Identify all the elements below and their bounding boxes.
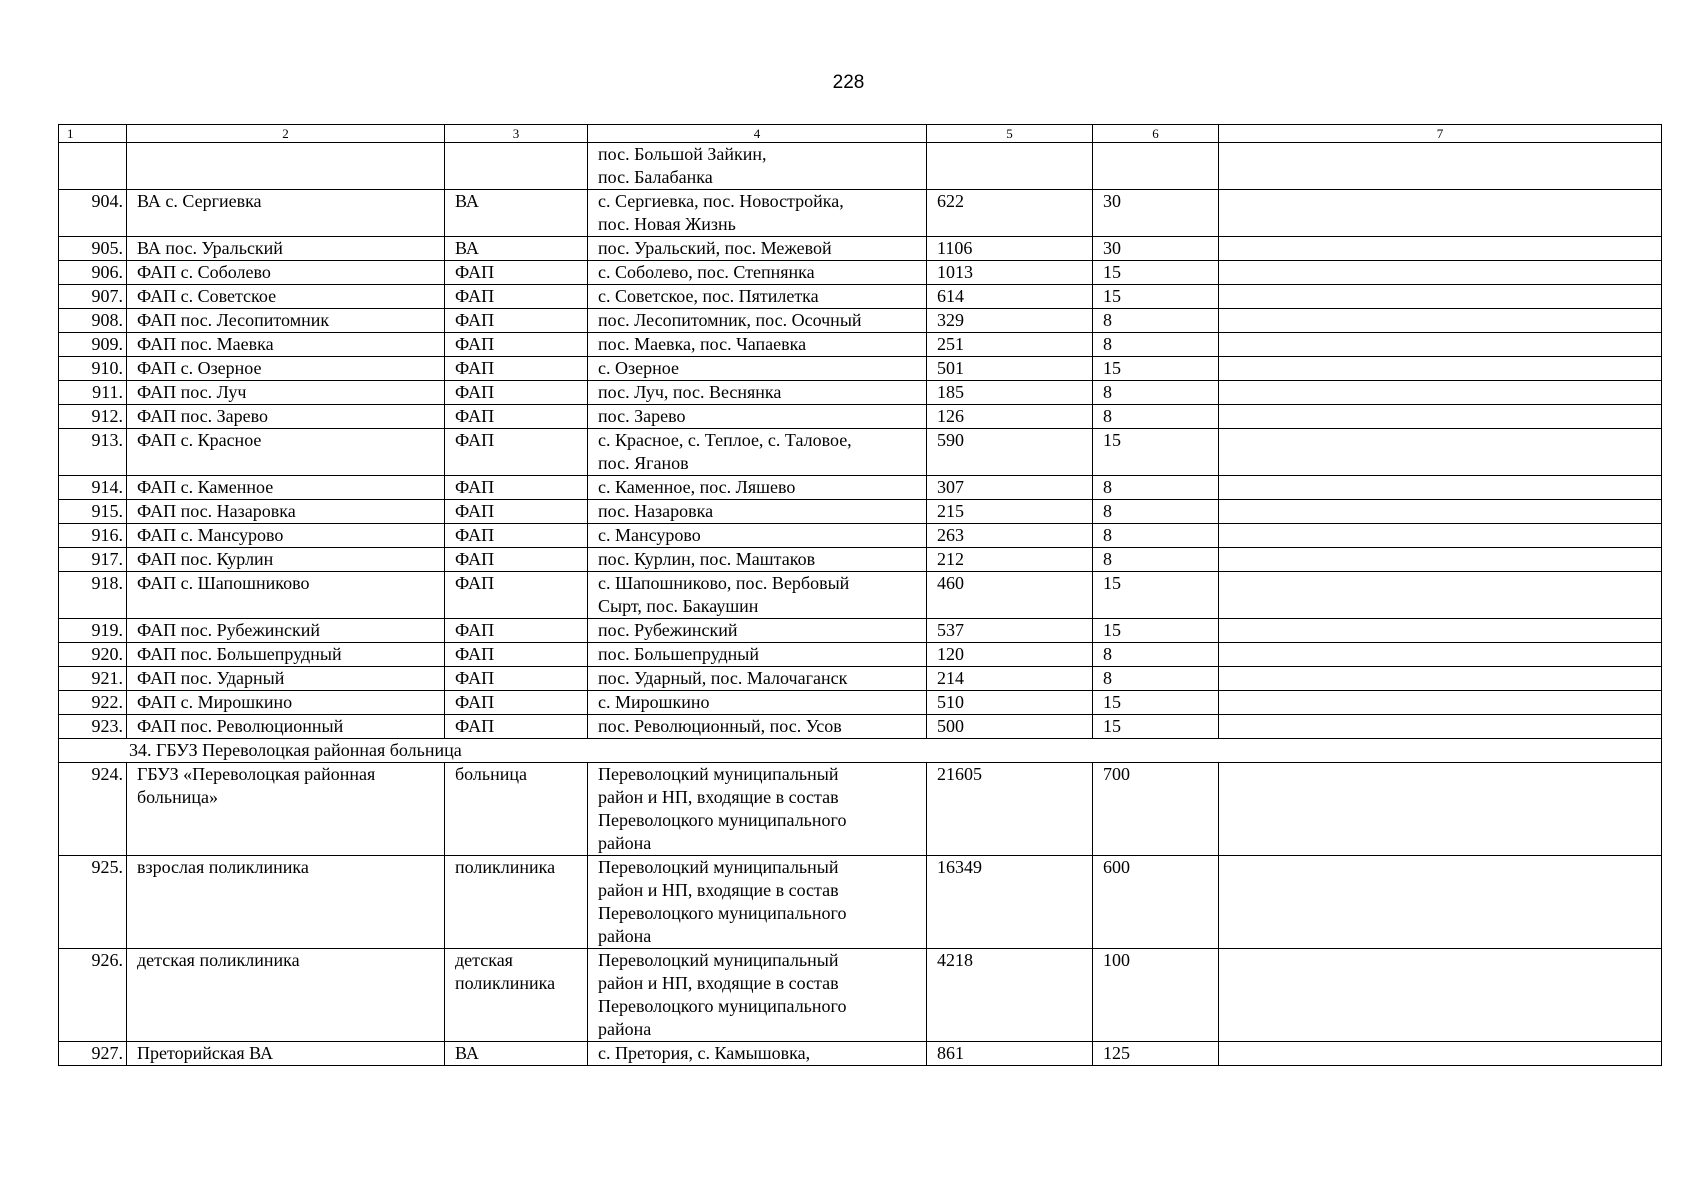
population-cell: 185	[927, 381, 1093, 405]
population-cell: 329	[927, 309, 1093, 333]
served-settlements-cell: с. Озерное	[588, 357, 927, 381]
facility-type-cell: ФАП	[445, 691, 588, 715]
facility-name-cell: ФАП пос. Луч	[127, 381, 445, 405]
facility-type-cell: ФАП	[445, 500, 588, 524]
column-index: 6	[1093, 125, 1219, 143]
population-cell: 537	[927, 619, 1093, 643]
table-row	[59, 405, 1662, 429]
notes-cell	[1219, 691, 1662, 715]
facility-type-cell	[445, 143, 588, 190]
capacity-cell: 8	[1093, 524, 1219, 548]
served-settlements-cell: с. Каменное, пос. Ляшево	[588, 476, 927, 500]
row-number-cell: 912.	[59, 405, 127, 429]
notes-cell	[1219, 619, 1662, 643]
facility-name-cell: ФАП пос. Курлин	[127, 548, 445, 572]
population-cell: 460	[927, 572, 1093, 619]
row-number-cell: 924.	[59, 763, 127, 856]
facility-name-cell: ФАП с. Соболево	[127, 261, 445, 285]
facility-type-cell: ВА	[445, 1042, 588, 1066]
facility-name-cell: детская поликлиника	[127, 949, 445, 1042]
column-index: 1	[59, 125, 127, 143]
table-row	[59, 548, 1662, 572]
facility-type-cell: ФАП	[445, 524, 588, 548]
row-number-cell: 921.	[59, 667, 127, 691]
served-settlements-cell: пос. Лесопитомник, пос. Осочный	[588, 309, 927, 333]
table-row	[59, 949, 1662, 1042]
column-index: 4	[588, 125, 927, 143]
column-index: 2	[127, 125, 445, 143]
served-settlements-cell: пос. Зарево	[588, 405, 927, 429]
population-cell: 4218	[927, 949, 1093, 1042]
row-number-cell: 922.	[59, 691, 127, 715]
facility-type-cell: ФАП	[445, 619, 588, 643]
served-settlements-cell: с. Советское, пос. Пятилетка	[588, 285, 927, 309]
capacity-cell: 8	[1093, 381, 1219, 405]
notes-cell	[1219, 1042, 1662, 1066]
facility-name-cell: ФАП с. Советское	[127, 285, 445, 309]
facility-name-cell: ФАП с. Шапошниково	[127, 572, 445, 619]
facility-name-cell: ВА с. Сергиевка	[127, 190, 445, 237]
facility-type-cell: ФАП	[445, 381, 588, 405]
population-cell: 500	[927, 715, 1093, 739]
population-cell	[927, 143, 1093, 190]
section-header-row	[59, 739, 1662, 763]
row-number-cell: 911.	[59, 381, 127, 405]
served-settlements-cell: Переволоцкий муниципальный район и НП, входящие в состав Переволоцкого муниципального района	[588, 949, 927, 1042]
table-row	[59, 333, 1662, 357]
facility-name-cell: ФАП с. Красное	[127, 429, 445, 476]
capacity-cell: 15	[1093, 357, 1219, 381]
population-cell: 215	[927, 500, 1093, 524]
served-settlements-cell: Переволоцкий муниципальный район и НП, входящие в состав Переволоцкого муниципального района	[588, 856, 927, 949]
population-cell: 120	[927, 643, 1093, 667]
capacity-cell: 15	[1093, 691, 1219, 715]
notes-cell	[1219, 381, 1662, 405]
facility-type-cell: ФАП	[445, 261, 588, 285]
facility-name-cell: ФАП с. Мансурово	[127, 524, 445, 548]
notes-cell	[1219, 949, 1662, 1042]
capacity-cell: 125	[1093, 1042, 1219, 1066]
row-number-cell: 905.	[59, 237, 127, 261]
notes-cell	[1219, 572, 1662, 619]
notes-cell	[1219, 429, 1662, 476]
notes-cell	[1219, 405, 1662, 429]
population-cell: 501	[927, 357, 1093, 381]
facility-type-cell: ФАП	[445, 548, 588, 572]
notes-cell	[1219, 190, 1662, 237]
capacity-cell: 8	[1093, 500, 1219, 524]
facility-name-cell: ФАП с. Мирошкино	[127, 691, 445, 715]
population-cell: 1106	[927, 237, 1093, 261]
facility-type-cell: ВА	[445, 237, 588, 261]
row-number-cell: 914.	[59, 476, 127, 500]
table-row	[59, 309, 1662, 333]
population-cell: 21605	[927, 763, 1093, 856]
capacity-cell: 30	[1093, 190, 1219, 237]
column-index: 7	[1219, 125, 1662, 143]
population-cell: 212	[927, 548, 1093, 572]
facility-name-cell: ФАП пос. Революционный	[127, 715, 445, 739]
capacity-cell: 600	[1093, 856, 1219, 949]
table-row	[59, 691, 1662, 715]
notes-cell	[1219, 309, 1662, 333]
facility-name-cell: ФАП пос. Маевка	[127, 333, 445, 357]
served-settlements-cell: с. Сергиевка, пос. Новостройка, пос. Новая Жизнь	[588, 190, 927, 237]
column-index-row	[59, 125, 1662, 143]
population-cell: 622	[927, 190, 1093, 237]
capacity-cell: 8	[1093, 476, 1219, 500]
served-settlements-cell: пос. Маевка, пос. Чапаевка	[588, 333, 927, 357]
table-row	[59, 619, 1662, 643]
population-cell: 251	[927, 333, 1093, 357]
facility-type-cell: ФАП	[445, 285, 588, 309]
table-row	[59, 190, 1662, 237]
facility-name-cell: ФАП пос. Ударный	[127, 667, 445, 691]
served-settlements-cell: пос. Курлин, пос. Маштаков	[588, 548, 927, 572]
row-number-cell: 927.	[59, 1042, 127, 1066]
facility-type-cell: ФАП	[445, 405, 588, 429]
facility-type-cell: ФАП	[445, 429, 588, 476]
facility-type-cell: детская поликлиника	[445, 949, 588, 1042]
facility-name-cell: ФАП пос. Рубежинский	[127, 619, 445, 643]
facility-name-cell: ФАП с. Каменное	[127, 476, 445, 500]
row-number-cell: 907.	[59, 285, 127, 309]
capacity-cell: 8	[1093, 548, 1219, 572]
notes-cell	[1219, 333, 1662, 357]
capacity-cell: 8	[1093, 667, 1219, 691]
facility-name-cell: ФАП пос. Назаровка	[127, 500, 445, 524]
served-settlements-cell: пос. Рубежинский	[588, 619, 927, 643]
capacity-cell: 30	[1093, 237, 1219, 261]
served-settlements-cell: пос. Назаровка	[588, 500, 927, 524]
served-settlements-cell: пос. Большой Зайкин, пос. Балабанка	[588, 143, 927, 190]
capacity-cell: 15	[1093, 429, 1219, 476]
population-cell: 590	[927, 429, 1093, 476]
table-row	[59, 715, 1662, 739]
facility-name-cell: ФАП пос. Большепрудный	[127, 643, 445, 667]
row-number-cell: 916.	[59, 524, 127, 548]
table-row	[59, 500, 1662, 524]
served-settlements-cell: с. Мирошкино	[588, 691, 927, 715]
facility-type-cell: ФАП	[445, 572, 588, 619]
facility-name-cell: взрослая поликлиника	[127, 856, 445, 949]
facility-type-cell: ФАП	[445, 667, 588, 691]
table-row	[59, 524, 1662, 548]
table-row	[59, 261, 1662, 285]
capacity-cell: 15	[1093, 572, 1219, 619]
table-body	[59, 125, 1662, 1066]
row-number-cell	[59, 143, 127, 190]
row-number-cell: 923.	[59, 715, 127, 739]
notes-cell	[1219, 285, 1662, 309]
served-settlements-cell: пос. Уральский, пос. Межевой	[588, 237, 927, 261]
notes-cell	[1219, 856, 1662, 949]
facility-name-cell: Преторийская ВА	[127, 1042, 445, 1066]
notes-cell	[1219, 237, 1662, 261]
row-number-cell: 918.	[59, 572, 127, 619]
capacity-cell: 700	[1093, 763, 1219, 856]
served-settlements-cell: пос. Большепрудный	[588, 643, 927, 667]
capacity-cell: 100	[1093, 949, 1219, 1042]
table-row	[59, 357, 1662, 381]
row-number-cell: 913.	[59, 429, 127, 476]
served-settlements-cell: с. Претория, с. Камышовка,	[588, 1042, 927, 1066]
notes-cell	[1219, 524, 1662, 548]
table-row	[59, 429, 1662, 476]
column-index: 5	[927, 125, 1093, 143]
page-number: 228	[832, 72, 865, 93]
served-settlements-cell: пос. Луч, пос. Веснянка	[588, 381, 927, 405]
population-cell: 126	[927, 405, 1093, 429]
capacity-cell: 15	[1093, 261, 1219, 285]
table-row	[59, 763, 1662, 856]
table-row	[59, 381, 1662, 405]
facility-type-cell: поликлиника	[445, 856, 588, 949]
notes-cell	[1219, 143, 1662, 190]
row-number-cell: 904.	[59, 190, 127, 237]
served-settlements-cell: пос. Ударный, пос. Малочаганск	[588, 667, 927, 691]
capacity-cell: 15	[1093, 285, 1219, 309]
facility-name-cell: ВА пос. Уральский	[127, 237, 445, 261]
capacity-cell	[1093, 143, 1219, 190]
facility-name-cell: ФАП пос. Лесопитомник	[127, 309, 445, 333]
served-settlements-cell: с. Соболево, пос. Степнянка	[588, 261, 927, 285]
capacity-cell: 8	[1093, 405, 1219, 429]
facility-type-cell: ФАП	[445, 715, 588, 739]
capacity-cell: 8	[1093, 643, 1219, 667]
row-number-cell: 925.	[59, 856, 127, 949]
table-row	[59, 856, 1662, 949]
notes-cell	[1219, 357, 1662, 381]
facility-name-cell: ФАП пос. Зарево	[127, 405, 445, 429]
row-number-cell: 908.	[59, 309, 127, 333]
row-number-cell: 909.	[59, 333, 127, 357]
notes-cell	[1219, 476, 1662, 500]
row-number-cell: 919.	[59, 619, 127, 643]
notes-cell	[1219, 763, 1662, 856]
table-row	[59, 643, 1662, 667]
section-title: 34. ГБУЗ Переволоцкая районная больница	[59, 739, 1662, 763]
served-settlements-cell: с. Шапошниково, пос. Вербовый Сырт, пос. Бакаушин	[588, 572, 927, 619]
row-number-cell: 917.	[59, 548, 127, 572]
row-number-cell: 915.	[59, 500, 127, 524]
facility-type-cell: ФАП	[445, 333, 588, 357]
row-number-cell: 910.	[59, 357, 127, 381]
served-settlements-cell: с. Мансурово	[588, 524, 927, 548]
served-settlements-cell: пос. Революционный, пос. Усов	[588, 715, 927, 739]
capacity-cell: 15	[1093, 619, 1219, 643]
population-cell: 214	[927, 667, 1093, 691]
table-row	[59, 285, 1662, 309]
population-cell: 307	[927, 476, 1093, 500]
table-row	[59, 667, 1662, 691]
population-cell: 1013	[927, 261, 1093, 285]
table-row	[59, 572, 1662, 619]
served-settlements-cell: Переволоцкий муниципальный район и НП, входящие в состав Переволоцкого муниципального района	[588, 763, 927, 856]
capacity-cell: 8	[1093, 309, 1219, 333]
population-cell: 16349	[927, 856, 1093, 949]
facility-name-cell	[127, 143, 445, 190]
population-cell: 263	[927, 524, 1093, 548]
row-number-cell: 926.	[59, 949, 127, 1042]
facility-type-cell: ФАП	[445, 357, 588, 381]
notes-cell	[1219, 500, 1662, 524]
table-row	[59, 1042, 1662, 1066]
table-row	[59, 476, 1662, 500]
notes-cell	[1219, 261, 1662, 285]
facility-name-cell: ФАП с. Озерное	[127, 357, 445, 381]
capacity-cell: 8	[1093, 333, 1219, 357]
facility-name-cell: ГБУЗ «Переволоцкая районная больница»	[127, 763, 445, 856]
column-index: 3	[445, 125, 588, 143]
facility-table	[58, 124, 1662, 1066]
population-cell: 861	[927, 1042, 1093, 1066]
row-number-cell: 906.	[59, 261, 127, 285]
notes-cell	[1219, 548, 1662, 572]
notes-cell	[1219, 643, 1662, 667]
facility-type-cell: ВА	[445, 190, 588, 237]
facility-type-cell: больница	[445, 763, 588, 856]
population-cell: 614	[927, 285, 1093, 309]
row-number-cell: 920.	[59, 643, 127, 667]
facility-type-cell: ФАП	[445, 476, 588, 500]
capacity-cell: 15	[1093, 715, 1219, 739]
population-cell: 510	[927, 691, 1093, 715]
table-row	[59, 237, 1662, 261]
facility-type-cell: ФАП	[445, 643, 588, 667]
table-row	[59, 143, 1662, 190]
notes-cell	[1219, 715, 1662, 739]
notes-cell	[1219, 667, 1662, 691]
facility-type-cell: ФАП	[445, 309, 588, 333]
served-settlements-cell: с. Красное, с. Теплое, с. Таловое, пос. Яганов	[588, 429, 927, 476]
